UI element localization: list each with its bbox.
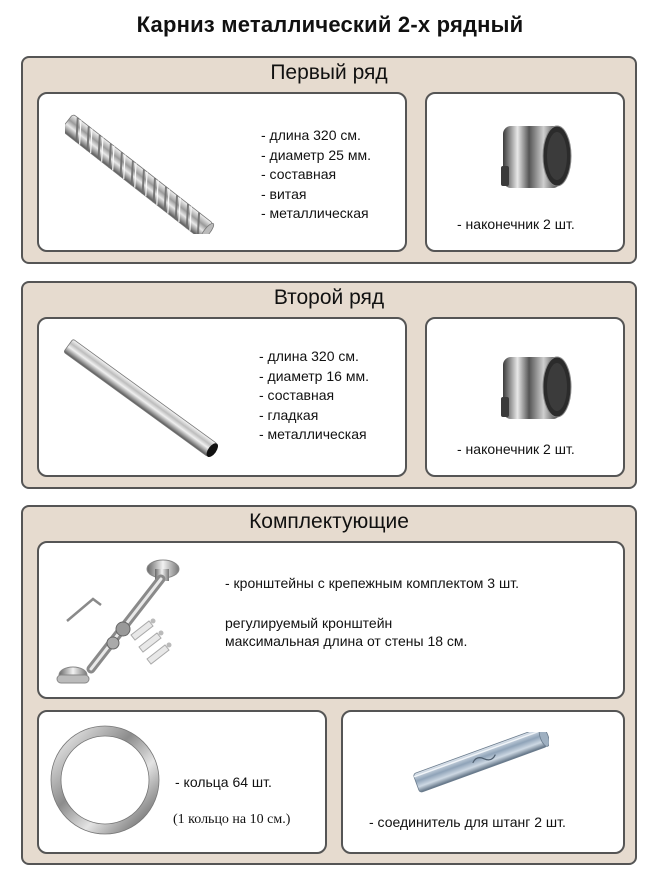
- feature-metal: - металлическая: [261, 205, 369, 221]
- bracket-note-line2: максимальная длина от стены 18 см.: [225, 633, 468, 649]
- second-row-title: Второй ряд: [273, 286, 385, 309]
- feature-length: - длина 320 см.: [261, 127, 361, 143]
- first-row-title: Первый ряд: [270, 61, 388, 84]
- second-row-section: [21, 281, 637, 489]
- ring-note: (1 кольцо на 10 см.): [173, 812, 291, 827]
- feature-composite: - составная: [259, 387, 335, 403]
- first-rod-card: [37, 92, 407, 252]
- first-row-section: [21, 56, 637, 264]
- bracket-label: - кронштейны с крепежным комплектом 3 шт.: [225, 575, 519, 591]
- finial-cap-icon: [497, 349, 577, 429]
- bracket-kit-icon: [53, 551, 183, 691]
- rod-connector-icon: [409, 732, 549, 802]
- feature-length: - длина 320 см.: [259, 348, 359, 364]
- ring-label: - кольца 64 шт.: [175, 774, 272, 790]
- first-finial-card: [425, 92, 625, 252]
- feature-composite: - составная: [261, 166, 337, 182]
- finial-cap-icon: [497, 118, 577, 198]
- connector-label: - соединитель для штанг 2 шт.: [369, 814, 566, 830]
- first-rod-features: [261, 126, 371, 224]
- second-finial-card: [425, 317, 625, 477]
- feature-twisted: - витая: [261, 185, 307, 202]
- first-finial-label: - наконечник 2 шт.: [457, 216, 575, 232]
- ring-card: [37, 710, 327, 854]
- accessories-section: [21, 505, 637, 865]
- second-rod-card: [37, 317, 407, 477]
- bracket-note-line1: регулируемый кронштейн: [225, 615, 393, 631]
- connector-card: [341, 710, 625, 854]
- page-title: Карниз металлический 2-х рядный: [136, 12, 524, 37]
- smooth-rod-icon: [63, 331, 233, 461]
- bracket-card: [37, 541, 625, 699]
- twisted-rod-icon: [65, 104, 235, 234]
- feature-diameter: - диаметр 16 мм.: [259, 367, 369, 384]
- second-finial-label: - наконечник 2 шт.: [457, 441, 575, 457]
- accessories-title: Комплектующие: [249, 510, 409, 533]
- ring-icon: [47, 722, 167, 842]
- feature-metal: - металлическая: [259, 426, 367, 442]
- feature-diameter: - диаметр 25 мм.: [261, 146, 371, 163]
- second-rod-features: [259, 347, 369, 445]
- feature-smooth: - гладкая: [259, 406, 319, 423]
